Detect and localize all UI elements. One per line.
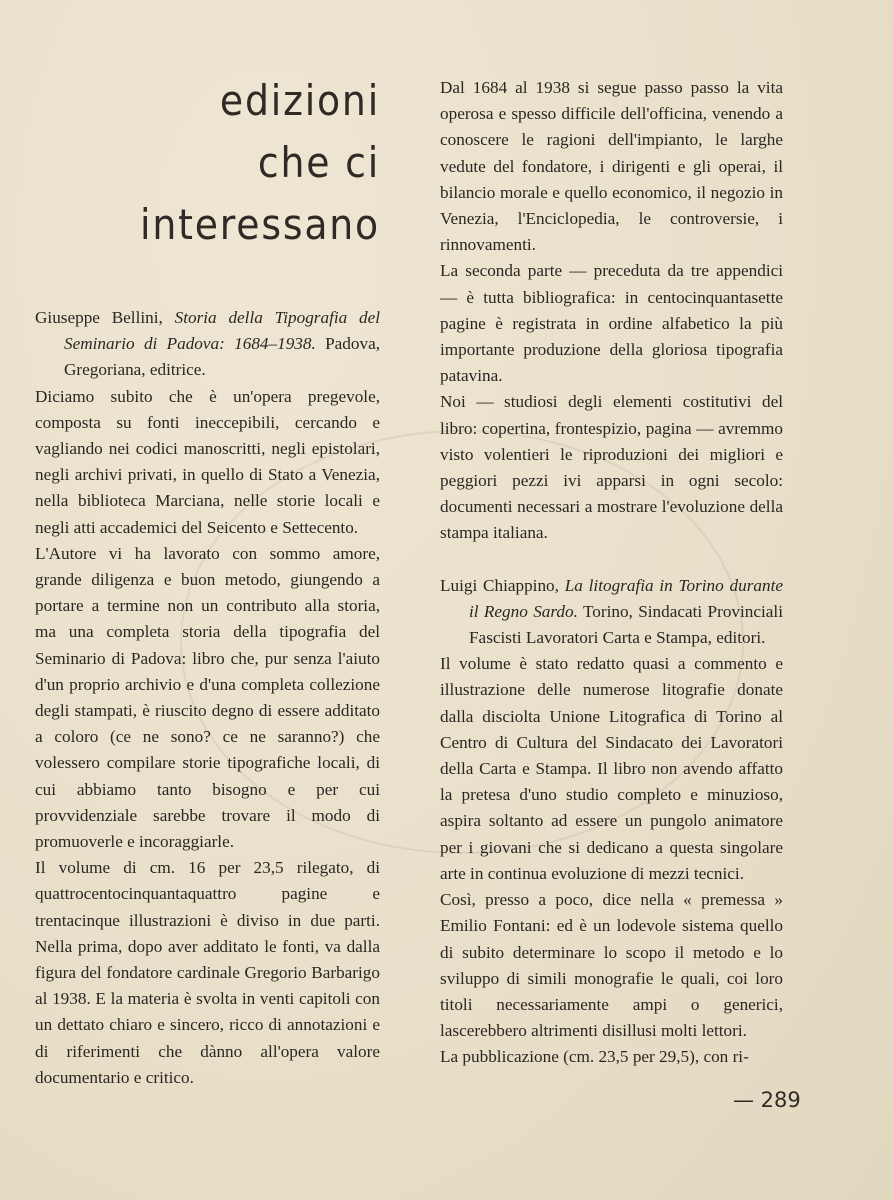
entry-title: Storia della Tipografia del Seminario di Padova: 1684–1938. <box>64 308 381 354</box>
review-paragraph: Il volume di cm. 16 per 23,5 rilegato, di quattrocentocinquantaquattro pagine e trentacinque illustrazioni è diviso in due parti. Nella prima, dopo aver additato le fonti, va dalla figura del fondatore cardinale Gregorio Barbarigo al 1938. E la materia è svolta in venti capitoli con un dettato chiaro e sincero, ricco di annotazioni e di riferimenti che dànno all'opera valore documentario e critico. <box>35 858 380 1087</box>
left-column <box>35 305 380 1091</box>
review-paragraph: Diciamo subito che è un'opera pregevole, composta su fonti ineccepibili, cercando e vagliando nei codici manoscritti, negli epistolari, negli archivi privati, in quello di Stato a Venezia, nella biblioteca Marciana, nelle storie locali e negli atti accademici del Seicento e Settecento. <box>35 386 380 537</box>
review-paragraph: La seconda parte — preceduta da tre appendici — è tutta bibliografica: in centocinquantasette pagine è registrata in ordine alfabetico la più importante produzione della gloriosa tipografia patavina. <box>440 261 783 386</box>
entry-title: La litografia in Torino durante il Regno Sardo. <box>469 575 783 621</box>
review-paragraph: Così, presso a poco, dice nella « premessa » Emilio Fontani: ed è un lodevole sistema quello di subito determinare lo scopo il metodo e lo sviluppo di simili monografie le quali, coi loro titoli necessariamente ampi o generici, lascerebbero altrimenti disillusi molti lettori. <box>440 890 783 1041</box>
section-gap <box>440 547 783 573</box>
book-entry-chiappino <box>440 573 783 652</box>
review-paragraph: Dal 1684 al 1938 si segue passo passo la vita operosa e spesso difficile dell'officina, venendo a conoscere le ragioni dell'impianto, le larghe vedute del fondatore, i dirigenti e gli operai, il bilancio morale e quello economico, il negozio in Venezia, l'Enciclopedia, le controversie, i rinnovamenti. <box>440 78 783 255</box>
review-paragraph: L'Autore vi ha lavorato con sommo amore, grande diligenza e buon metodo, giungendo a portare a termine non un contributo alla storia, ma una completa storia della tipografia del Seminario di Padova: libro che, pur senza l'aiuto d'un proprio archivio e d'una completa collezione degli stampati, è riuscito degno di essere additato a coloro (ce ne sono? ce ne saranno?) che volessero compilare storie tipografiche locali, di cui abbiamo tanto bisogno e per cui provvidenziale sarebbe trovare il modo di promuoverle e incoraggiarle. <box>35 543 380 852</box>
page-heading <box>56 70 380 256</box>
review-paragraph: Noi — studiosi degli elementi costitutivi del libro: copertina, frontespizio, pagina — avremmo visto volentieri le riproduzioni dei migliori e peggiori pezzi ivi apparsi in ogni secolo: documenti necessari a mostrare l'evoluzione della stampa italiana. <box>440 392 783 543</box>
review-paragraph: La pubblicazione (cm. 23,5 per 29,5), con ri- <box>440 1047 749 1067</box>
entry-publisher: Torino, Sindacati Provinciali Fascisti Lavoratori Carta e Stampa, editori. <box>469 601 783 648</box>
entry-author: Luigi Chiappino, <box>440 575 559 595</box>
heading-line-2: che ci interessano <box>140 138 380 249</box>
page-number: — 289 <box>733 1088 801 1112</box>
right-column <box>440 75 783 1071</box>
heading-line-1: edizioni <box>219 76 380 125</box>
entry-publisher: Padova, Gregoriana, editrice. <box>64 334 380 380</box>
book-entry-bellini <box>35 305 380 384</box>
review-paragraph: Il volume è stato redatto quasi a commento e illustrazione delle numerose litografie donate dalla disciolta Unione Litografica di Torino al Centro di Cultura del Sindacato dei Lavoratori della Carta e Stampa. Il libro non avendo affatto la pretesa d'uno studio completo e minuzioso, aspira soltanto ad essere un pungolo animatore per i giovani che si dedicano a questa singolare arte in continua evoluzione di mezzi tecnici. <box>440 654 783 883</box>
entry-author: Giuseppe Bellini, <box>35 308 163 327</box>
